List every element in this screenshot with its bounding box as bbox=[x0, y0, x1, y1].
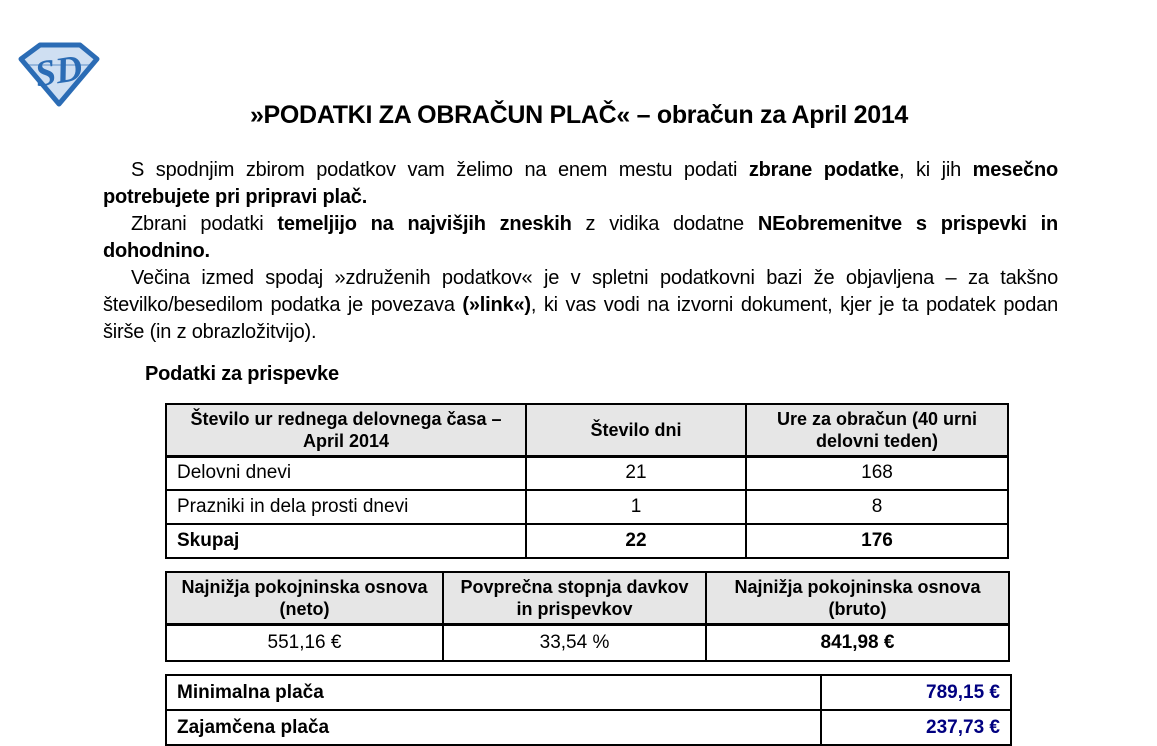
minimum-wage-label: Minimalna plača bbox=[166, 675, 821, 710]
working-hours-table bbox=[165, 403, 1009, 559]
intro-paragraph-1 bbox=[103, 157, 1058, 211]
pension-basis-table bbox=[165, 571, 1010, 662]
table-header-row bbox=[166, 404, 1008, 456]
paragraph-text: z vidika dodatne bbox=[571, 213, 758, 235]
table-row bbox=[166, 490, 1008, 524]
paragraph-bold-text: (»link«) bbox=[462, 294, 531, 316]
paragraph-text: S spodnjim zbirom podatkov vam želimo na enem mestu podati bbox=[131, 159, 749, 181]
paragraph-bold-text: mesečno potrebujete pri pripravi plač. bbox=[103, 159, 1058, 208]
column-header-pension-net: Najnižja pokojninska osnova (neto) bbox=[166, 572, 443, 624]
guaranteed-wage-value-link[interactable]: 237,73 € bbox=[821, 710, 1011, 745]
paragraph-bold-text: zbrane podatke bbox=[748, 159, 899, 181]
row-label: Delovni dnevi bbox=[166, 456, 526, 490]
table-total-row bbox=[166, 524, 1008, 558]
days-value: 21 bbox=[526, 456, 746, 490]
intro-paragraph-3 bbox=[103, 265, 1058, 346]
column-header-tax-rate: Povprečna stopnja davkov in prispevkov bbox=[443, 572, 706, 624]
minimum-wage-value-link[interactable]: 789,15 € bbox=[821, 675, 1011, 710]
days-value: 1 bbox=[526, 490, 746, 524]
pension-gross-value: 841,98 € bbox=[706, 624, 1009, 661]
pension-net-value: 551,16 € bbox=[166, 624, 443, 661]
intro-text bbox=[103, 157, 1058, 346]
column-header-hours-title: Število ur rednega delovnega časa – April 2014 bbox=[166, 404, 526, 456]
table-row bbox=[166, 456, 1008, 490]
column-header-days: Število dni bbox=[526, 404, 746, 456]
company-logo bbox=[17, 41, 101, 109]
table-header-row bbox=[166, 572, 1009, 624]
total-hours-value: 176 bbox=[746, 524, 1008, 558]
table-row bbox=[166, 675, 1011, 710]
paragraph-text: , ki vas vodi na izvorni dokument, kjer je ta podatek podan širše (in z obrazložitvijo). bbox=[103, 294, 1058, 343]
sd-shield-icon bbox=[17, 41, 101, 109]
section-heading-contributions: Podatki za prispevke bbox=[145, 363, 339, 385]
paragraph-text: , ki jih bbox=[898, 159, 973, 181]
paragraph-bold-text: NEobremenitve s prispevki in dohodnino. bbox=[103, 213, 1059, 262]
tax-rate-value: 33,54 % bbox=[443, 624, 706, 661]
intro-paragraph-2 bbox=[103, 211, 1058, 265]
column-header-calc-hours: Ure za obračun (40 urni delovni teden) bbox=[746, 404, 1008, 456]
hours-value: 8 bbox=[746, 490, 1008, 524]
paragraph-text: Večina izmed spodaj »združenih podatkov« je v spletni podatkovni bazi že objavljena – za takšno številko/besedilom podatka je povezava bbox=[103, 267, 1058, 316]
page-title: »PODATKI ZA OBRAČUN PLAČ« – obračun za April 2014 bbox=[249, 101, 909, 129]
hours-value: 168 bbox=[746, 456, 1008, 490]
paragraph-bold-text: temeljijo na najvišjih zneskih bbox=[277, 213, 572, 235]
total-days-value: 22 bbox=[526, 524, 746, 558]
table-row bbox=[166, 710, 1011, 745]
paragraph-text: Zbrani podatki bbox=[131, 213, 278, 235]
total-row-label: Skupaj bbox=[166, 524, 526, 558]
column-header-pension-gross: Najnižja pokojninska osnova (bruto) bbox=[706, 572, 1009, 624]
wages-table bbox=[165, 674, 1012, 746]
guaranteed-wage-label: Zajamčena plača bbox=[166, 710, 821, 745]
row-label: Prazniki in dela prosti dnevi bbox=[166, 490, 526, 524]
logo-letters: SD bbox=[32, 47, 86, 96]
table-value-row bbox=[166, 624, 1009, 661]
